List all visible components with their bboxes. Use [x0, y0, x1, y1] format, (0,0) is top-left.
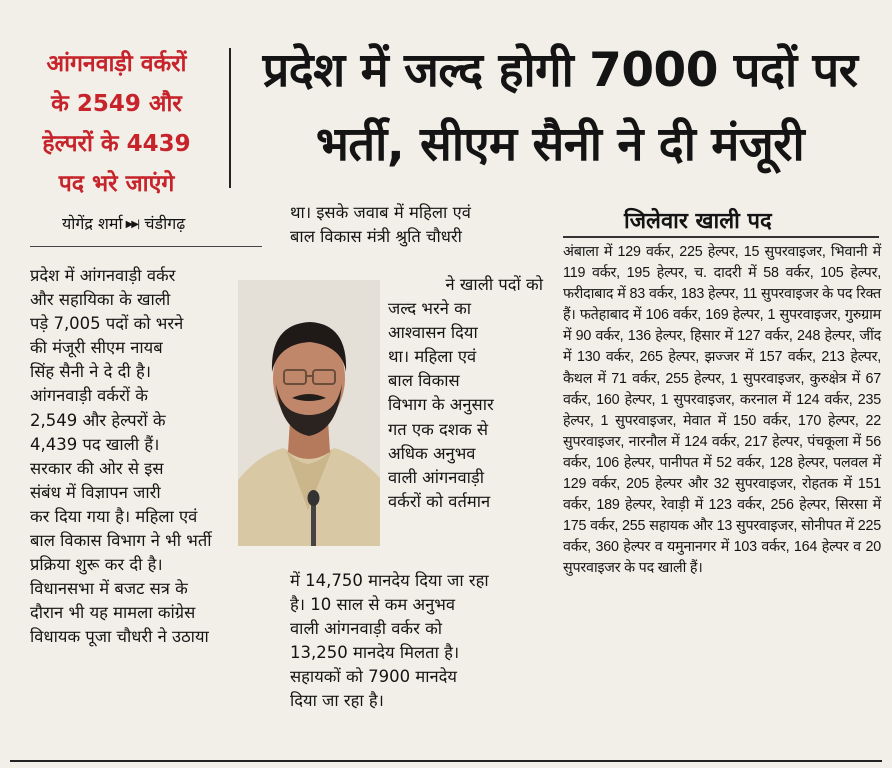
article-line: और सहायिका के खाली [30, 290, 171, 310]
article-line: प्रदेश में आंगनवाड़ी वर्कर [30, 266, 176, 285]
article-line: सहायकों को 7900 मानदेय [290, 667, 458, 687]
article-line: वर्करों को वर्तमान [388, 491, 491, 511]
article-line: आश्वासन दिया [388, 323, 478, 343]
article-line: संबंध में विज्ञापन जारी [30, 482, 161, 502]
article-line: प्रक्रिया शुरू कर दी है। [30, 555, 163, 575]
article-line: आंगनवाड़ी वर्करों के [30, 386, 148, 406]
sidebar-text: अंबाला में 129 वर्कर, 225 हेल्पर, 15 सुपरवाइजर, भिवानी में 119 वर्कर, 195 हेल्पर, च. दादरी में 58 वर्कर, 105 हेल्पर, फरीदाबाद में 83 वर्कर, 183 हेल्पर, 11 सुपरवाइजर के पद रिक्त हैं। फतेहाबाद में 106 वर्कर, 169 हेल्पर, 1 सुपरवाइजर, गुरुग्राम में 90 वर्कर, 136 हेल्पर, हिसार में 127 वर्कर, 248 हेल्पर, जींद में 130 वर्कर, 265 हेल्पर, झज्जर में 157 वर्कर, 213 हेल्पर, कैथल में 71 वर्कर, 255 हेल्पर, 1 सुपरवाइजर, कुरुक्षेत्र में 67 वर्कर, 160 हेल्पर, 1 सुपरवाइजर, करनाल में 124 वर्कर, 235 हेल्पर, 1 सुपरवाइजर, मेवात में 150 वर्कर, 170 हेल्पर, 22 सुपरवाइजर, नारनौल में 124 वर्कर, 217 हेल्पर, पंचकूला में 56 वर्कर, 106 हेल्पर, पानीपत में 52 वर्कर, 128 हेल्पर, पलवल में 129 वर्कर, 205 हेल्पर और 32 सुपरवाइजर, रोहतक में 151 वर्कर, 189 हेल्पर, रेवाड़ी में 123 वर्कर, 256 हेल्पर, सिरसा में 175 वर्कर, 255 सहायक और 13 सुपरवाइजर, सोनीपत में 225 वर्कर, 360 हेल्पर व यमुनानगर में 103 वर्कर, 164 हेल्पर व 20 सुपरवाइजर के पद खाली हैं। [563, 244, 881, 577]
byline-separator-icon: ▶▶| [125, 219, 139, 230]
article-line: बाल विकास मंत्री श्रुति चौधरी [290, 227, 462, 247]
article-column-1 [30, 264, 212, 650]
kicker-subheading [14, 44, 219, 204]
byline-location: चंडीगढ़ [144, 214, 186, 233]
article-line: दिया जा रहा है। [290, 691, 384, 711]
sidebar-title: जिलेवार खाली पद [624, 209, 772, 234]
article-line: है। 10 साल से कम अनुभव [290, 595, 456, 615]
kicker-line: पद भरे जाएंगे [58, 171, 175, 197]
headline-line: प्रदेश में जल्द होगी 7000 पदों पर [262, 43, 858, 98]
article-line: वाली आंगनवाड़ी [388, 467, 485, 487]
article-line: पड़े 7,005 पदों को भरने [30, 314, 184, 334]
article-line: था। महिला एवं [388, 347, 477, 367]
headline-line: भर्ती, सीएम सैनी ने दी मंजूरी [315, 117, 805, 172]
article-line: गत एक दशक से [388, 419, 489, 439]
article-column-2-bottom [290, 569, 489, 714]
article-line: 13,250 मानदेय मिलता है। [290, 643, 460, 663]
article-column-2-narrow [388, 273, 543, 514]
article-line: विधायक पूजा चौधरी ने उठाया [30, 627, 209, 647]
article-line: विभाग के अनुसार [388, 395, 494, 415]
article-line: बाल विकास विभाग ने भी भर्ती [30, 531, 212, 551]
headline [240, 34, 880, 182]
article-line: की मंजूरी सीएम नायब [30, 338, 163, 358]
byline [62, 213, 185, 236]
article-line: विधानसभा में बजट सत्र के [30, 579, 188, 599]
byline-divider [30, 246, 262, 247]
bottom-divider [10, 760, 882, 762]
article-line: अधिक अनुभव [388, 443, 476, 463]
article-line: कर दिया गया है। महिला एवं [30, 506, 198, 526]
article-line: 2,549 और हेल्परों के [30, 410, 166, 430]
sidebar-title-divider [563, 236, 879, 238]
article-line: वाली आंगनवाड़ी वर्कर को [290, 619, 443, 639]
article-line: था। इसके जवाब में महिला एवं [290, 203, 471, 222]
article-line: 4,439 पद खाली हैं। [30, 434, 160, 454]
byline-author: योगेंद्र शर्मा [62, 214, 123, 233]
portrait-photo [238, 280, 380, 546]
article-line: में 14,750 मानदेय दिया जा रहा [290, 571, 489, 590]
kicker-line: हेल्परों के 4439 [42, 131, 191, 157]
portrait-photo-icon [238, 280, 380, 546]
kicker-line: आंगनवाड़ी वर्करों [46, 51, 187, 77]
article-line: दौरान भी यह मामला कांग्रेस [30, 603, 196, 623]
article-line: सरकार की ओर से इस [30, 458, 164, 478]
article-line: जल्द भरने का [388, 299, 472, 319]
headline-divider [229, 48, 231, 188]
article-column-2-top [290, 201, 471, 249]
article-line: ने खाली पदों को [445, 275, 543, 294]
article-line: सिंह सैनी ने दे दी है। [30, 362, 151, 382]
article-line: बाल विकास [388, 371, 460, 391]
kicker-line: के 2549 और [51, 91, 182, 117]
